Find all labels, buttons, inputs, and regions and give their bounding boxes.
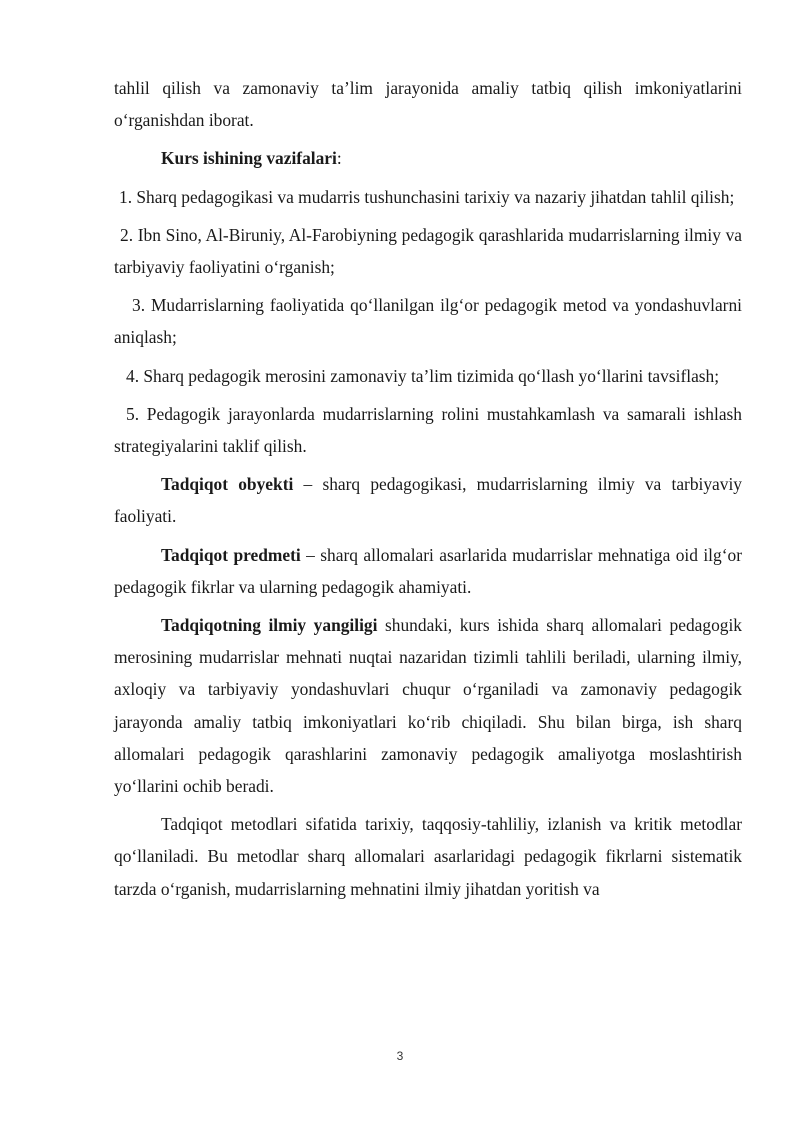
page-number: 3 [396, 1049, 404, 1063]
scientific-novelty-label: Tadqiqotning ilmiy yangiligi [161, 615, 378, 636]
scientific-novelty-paragraph [114, 609, 742, 802]
intro-continuation-paragraph: tahlil qilish va zamonaviy ta’lim jarayonida amaliy tatbiq qilish imkoniyatlarini o‘rganishdan iborat. [114, 78, 742, 131]
tasks-heading-paragraph [114, 142, 742, 174]
scientific-novelty-text: shundaki, kurs ishida sharq allomalari pedagogik merosining mudarrislar mehnati nuqtai nazaridan tizimli tahlili beriladi, ularning ilmiy, axloqiy va tarbiyaviy yondashuvlari chuqur o‘rganiladi va zamonaviy pedagogik jarayonda amaliy tatbiq imkoniyatlari ko‘rib chiqiladi. Shu bilan birga, ish sharq allomalari pedagogik qarashlarini zamonaviy pedagogik amaliyotga moslashtirish yo‘llarini ochib beradi. [114, 615, 743, 797]
body-text [114, 72, 742, 911]
research-methods-paragraph: Tadqiqot metodlari sifatida tarixiy, taqqosiy-tahliliy, izlanish va kritik metodlar qo‘llaniladi. Bu metodlar sharq allomalari asarlaridagi pedagogik fikrlarni sistematik tarzda o‘rganish, mudarrislarning mehnatini ilmiy jihatdan yoritish va [114, 814, 742, 899]
research-object-paragraph [114, 468, 742, 532]
task-item-3: 3. Mudarrislarning faoliyatida qo‘llanilgan ilg‘or pedagogik metod va yondashuvlarni aniqlash; [114, 295, 742, 348]
task-item-2: 2. Ibn Sino, Al-Biruniy, Al-Farobiyning pedagogik qarashlarida mudarrislarning ilmiy va tarbiyaviy faoliyatini o‘rganish; [114, 224, 742, 278]
research-subject-label: Tadqiqot predmeti [161, 544, 301, 565]
research-object-label: Tadqiqot obyekti [161, 474, 294, 495]
research-subject-text: – sharq allomalari asarlarida mudarrislar mehnatiga oid ilg‘or pedagogik fikrlar va ularning pedagogik ahamiyati. [114, 544, 742, 597]
task-item-4: 4. Sharq pedagogik merosini zamonaviy ta’lim tizimida qo‘llash yo‘llarini tavsiflash; [126, 365, 720, 386]
task-item-5: 5. Pedagogik jarayonlarda mudarrislarning rolini mustahkamlash va samarali ishlash strategiyalarini taklif qilish. [114, 403, 742, 457]
tasks-heading: Kurs ishining vazifalari [161, 148, 337, 169]
research-object-text: – sharq pedagogikasi, mudarrislarning ilmiy va tarbiyaviy faoliyati. [114, 474, 742, 527]
tasks-heading-colon: : [336, 148, 342, 169]
task-item-1: 1. Sharq pedagogikasi va mudarris tushunchasini tarixiy va nazariy jihatdan tahlil qilish; [119, 186, 735, 207]
research-subject-paragraph [114, 539, 742, 603]
